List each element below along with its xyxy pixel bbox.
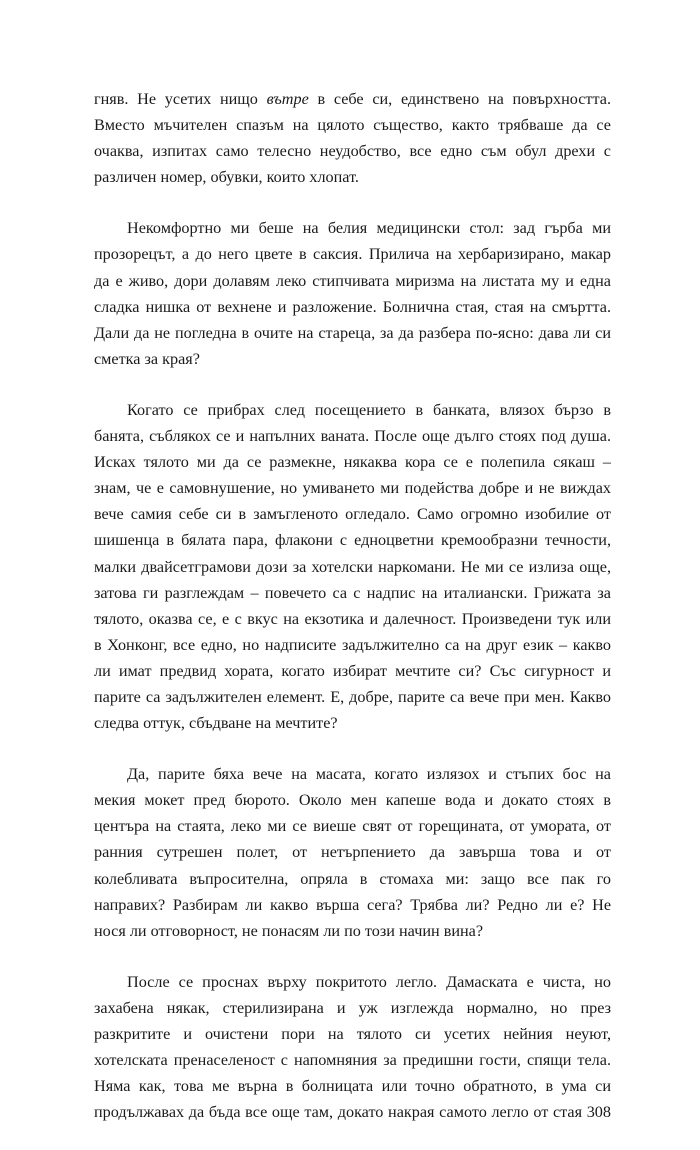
text-run: Вместо мъчителен спазъм на цялото същество, както трябваше да се	[94, 116, 611, 135]
text-run: затова ги разглеждам – повечето са с надпис на италиански. Грижата за	[94, 583, 611, 602]
text-run: направих? Разбирам ли какво върша сега? Трябва ли? Редно ли е? Не	[94, 895, 611, 914]
text-line	[94, 501, 611, 527]
text-run: шишенца в бялата пара, флакони с едноцветни кремообразни течности,	[94, 531, 611, 550]
text-run: в себе си, единствено на повърхността.	[308, 90, 611, 108]
text-line	[94, 969, 611, 995]
text-line	[94, 112, 611, 138]
text-line	[94, 241, 611, 267]
text-run: нося ли отговорност, не понасям ли по този начин вина?	[94, 921, 484, 940]
text-line	[94, 1047, 611, 1073]
text-run: продължавах да бъда все още там, докато накрая самото легло от стая 308	[94, 1103, 611, 1122]
text-line	[94, 995, 611, 1021]
text-run: прозорецът, а до него цвете в саксия. Прилича на хербаризирано, макар	[94, 245, 611, 264]
text-run: После се проснах върху покритото легло. Дамаската е чиста, но	[127, 972, 611, 991]
paragraph	[94, 215, 611, 372]
text-line	[94, 397, 611, 423]
text-run: сметка за края?	[94, 349, 200, 368]
text-run: да е живо, дори долавям леко стипчивата миризма на листата му и една	[94, 271, 611, 290]
text-line	[94, 606, 611, 632]
text-run: Некомфортно ми беше на белия медицински стол: зад гърба ми	[127, 219, 611, 238]
text-line	[94, 164, 611, 190]
text-run: очаква, изпитах само телесно неудобство, все едно съм обул дрехи с	[94, 142, 611, 161]
text-run: тялото, оказва се, е с вкус на екзотика и далечност. Произведени тук или	[94, 609, 611, 628]
text-line	[94, 632, 611, 658]
text-run: различен номер, обувки, които хлопат.	[94, 168, 359, 187]
text-line	[94, 268, 611, 294]
text-line	[94, 1021, 611, 1047]
text-run: следва оттук, сбъдване на мечтите?	[94, 714, 338, 733]
text-line	[94, 86, 611, 112]
text-line	[94, 839, 611, 865]
text-line	[94, 892, 611, 918]
text-line	[94, 710, 611, 736]
text-line	[94, 658, 611, 684]
text-line	[94, 1099, 611, 1125]
text-run: гняв. Не усетих нищо	[94, 90, 267, 108]
text-run: банята, съблякох се и напълних ваната. После още дълго стоях под душа.	[94, 427, 611, 446]
text-run: ли имат предвид хората, когато избират мечтите си? Със сигурност и	[94, 661, 611, 680]
text-run: мекия мокет пред бюрото. Около мен капеше вода и докато стоях в	[94, 791, 611, 810]
paragraph	[94, 397, 611, 736]
text-line	[94, 475, 611, 501]
text-run: вече самия себе си в замъгленото огледало. Само огромно изобилие от	[94, 505, 611, 524]
emphasized-word: вътре	[266, 90, 309, 108]
text-run: Да, парите бяха вече на масата, когато излязох и стъпих бос на	[127, 765, 611, 784]
text-run: в Хонконг, все едно, но надписите задължително са на друг език – какво	[94, 635, 611, 654]
text-run: парите са задължителен елемент. Е, добре, парите са вече при мен. Какво	[94, 687, 611, 706]
text-line	[94, 423, 611, 449]
text-line	[94, 527, 611, 553]
text-run: центъра на стаята, леко ми се виеше свят от горещината, от умората, от	[94, 817, 611, 836]
text-line	[94, 684, 611, 710]
text-run: Дали да не погледна в очите на стареца, за да разбера по-ясно: дава ли си	[94, 323, 611, 342]
text-run: сладка нишка от вехнене и разложение. Болнична стая, стая на смъртта.	[94, 297, 611, 316]
text-run: захабена някак, стерилизирана и уж изглежда нормално, но през	[94, 998, 611, 1017]
text-run: Когато се прибрах след посещението в банката, влязох бързо в	[127, 400, 611, 419]
text-run: хотелската пренаселеност с напомняния за предишни гости, спящи тела.	[94, 1051, 611, 1070]
text-line	[94, 294, 611, 320]
text-run: знам, че е самовнушение, но умиването ми подейства добре и не виждах	[94, 479, 611, 498]
text-line	[94, 138, 611, 164]
text-run: колебливата въпросителна, опряла в стомаха ми: защо все пак го	[94, 869, 611, 888]
text-line	[94, 761, 611, 787]
paragraph	[94, 969, 611, 1126]
text-line	[94, 813, 611, 839]
body-text	[94, 86, 611, 1150]
paragraph	[94, 86, 611, 190]
text-run: ранния сутрешен полет, от нетърпението да завърша това и от	[94, 843, 611, 862]
paragraph	[94, 761, 611, 944]
text-run: Исках тялото ми да се размекне, някаква кора се е полепила сякаш –	[94, 453, 611, 472]
text-line	[94, 554, 611, 580]
text-line	[94, 1073, 611, 1099]
text-run: малки двайсетграмови дози за хотелски наркомани. Не ми се излиза още,	[94, 557, 611, 576]
text-line	[94, 787, 611, 813]
text-line	[94, 449, 611, 475]
text-line	[94, 346, 611, 372]
text-line	[94, 866, 611, 892]
text-line	[94, 320, 611, 346]
text-run: разкритите и очистени пори на тялото си усетих нейния неуют,	[94, 1025, 611, 1043]
text-line	[94, 580, 611, 606]
text-run: Няма как, това ме върна в болницата или точно обратното, в ума си	[94, 1077, 611, 1096]
text-line	[94, 918, 611, 944]
text-line	[94, 215, 611, 241]
